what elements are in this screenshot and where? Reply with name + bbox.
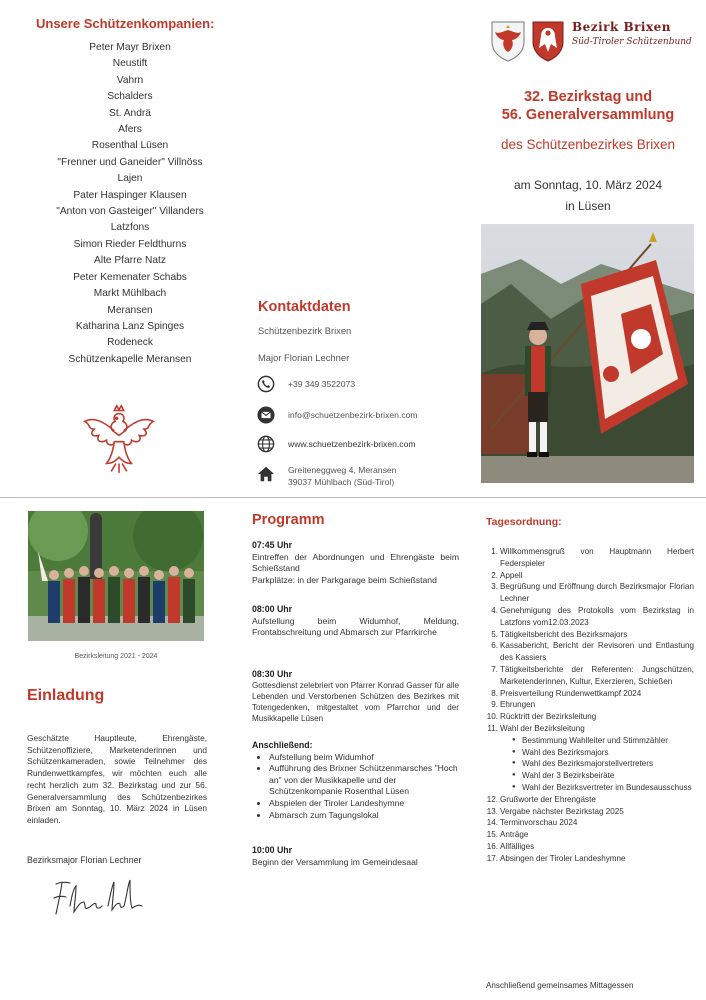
companies-list bbox=[20, 40, 240, 368]
agenda-item-text: Genehmigung des Protokolls vom Bezirkstag in Latzfons vom12.03.2023 bbox=[500, 605, 694, 627]
agenda-item bbox=[486, 699, 694, 711]
headline-line2: 56. Generalversammlung bbox=[501, 107, 675, 123]
agenda-subitem-text: Bestimmung Wahlleiter und Stimmzähler bbox=[522, 735, 668, 745]
programm-block-1 bbox=[252, 540, 459, 586]
company-item: Pater Haspinger Klausen bbox=[73, 189, 187, 201]
agenda-item bbox=[486, 581, 694, 605]
agenda-item-text: Tätigkeitsberichte der Referenten: Jungschützen, Marketenderinnen, Kultur, Exerzieren, Schießen bbox=[500, 664, 694, 686]
agenda-item bbox=[486, 723, 694, 735]
agenda-item-text: Willkommensgruß von Hauptmann Herbert Federspieler bbox=[500, 547, 694, 568]
logo-text-line2: Süd-Tiroler Schützenbund bbox=[572, 37, 692, 47]
agenda-item-text: Anträge bbox=[500, 830, 529, 840]
company-item: Peter Kemenater Schabs bbox=[73, 271, 187, 283]
agenda-item-number: 7. bbox=[491, 664, 498, 674]
programm-bullet: • Abspielen der Tiroler Landeshymne bbox=[269, 798, 459, 810]
agenda-item-number: 13. bbox=[486, 806, 498, 816]
event-subhead: des Schützenbezirkes Brixen bbox=[500, 137, 676, 152]
email-icon bbox=[257, 406, 275, 424]
globe-icon bbox=[257, 435, 275, 453]
contact-address-line2: 39037 Mühlbach (Süd-Tirol) bbox=[288, 477, 395, 487]
agenda-item bbox=[486, 711, 694, 723]
flag-bearer-photo bbox=[481, 224, 694, 483]
agenda-item-number: 11. bbox=[487, 723, 498, 733]
company-item: "Anton von Gasteiger" Villanders bbox=[56, 206, 204, 218]
agenda-item-number: 9. bbox=[491, 700, 498, 710]
programm-bullet: • Aufführung des Brixner Schützenmarsches "Hoch an" von der Musikkapelle und der Schützenkompanie Rosenthal Lüsen bbox=[269, 763, 459, 798]
einladung-text: Geschätzte Hauptleute, Ehrengäste, Schützenoffiziere, Marketenderinnen und Schützenkameraden, sowie Teilnehmer des Rundenwettkampfes, wir möchten euch alle recht herzlich zum 32. Bezirkstag und zur 56. Generalversammlung des Schützenbezirkes Brixen am Sonntag, 10. März 2024 in Lüsen einladen. bbox=[27, 733, 207, 825]
programm-time: 08:00 Uhr bbox=[252, 604, 293, 614]
agenda-item bbox=[486, 688, 694, 700]
event-place: in Lüsen bbox=[565, 199, 611, 213]
phone-icon bbox=[257, 375, 275, 393]
company-item: Latzfons bbox=[110, 222, 150, 234]
agenda-item-text: Appell bbox=[500, 570, 523, 580]
agenda-item-text: Tätigkeitsbericht des Bezirksmajors bbox=[500, 629, 628, 639]
agenda-item-text: Kassabericht, Bericht der Revisoren und Entlastung des Kassiers bbox=[500, 641, 694, 663]
agenda-item-number: 14. bbox=[486, 818, 498, 828]
company-item: Schützenkapelle Meransen bbox=[68, 353, 192, 365]
agenda-subitem-text: Wahl der 3 Bezirksbeiräte bbox=[522, 771, 615, 781]
company-item: "Frenner und Ganeider" Villnöss bbox=[57, 156, 203, 168]
tyrolean-eagle-icon bbox=[80, 398, 158, 476]
agenda-subitem bbox=[486, 747, 694, 759]
agenda-subitem-text: Wahl der Bezirksvertreter im Bundesausschuss bbox=[522, 782, 692, 792]
agenda-item bbox=[486, 664, 694, 688]
programm-line: Parkplätze: in der Parkgarage beim Schießstand bbox=[252, 574, 437, 585]
agenda-subitem bbox=[486, 770, 694, 782]
company-item: Lajen bbox=[117, 173, 143, 185]
company-item: Markt Mühlbach bbox=[93, 288, 167, 300]
agenda-item-number: 10. bbox=[486, 712, 498, 722]
programm-block-5 bbox=[252, 845, 459, 868]
company-item: St. Andrä bbox=[109, 107, 151, 119]
agenda-item-text: Vergabe nächster Bezirkstag 2025 bbox=[500, 806, 624, 816]
contact-org: Schützenbezirk Brixen bbox=[258, 325, 352, 336]
agenda-item-text: Preisverteilung Rundenwettkampf 2024 bbox=[500, 688, 642, 698]
bullet-icon: ● bbox=[512, 736, 516, 743]
programm-line: Eintreffen der Abordnungen und Ehrengäste beim Schießstand bbox=[252, 551, 459, 574]
brixen-coat-of-arms-icon bbox=[531, 20, 565, 62]
agenda-item-number: 15. bbox=[486, 830, 498, 840]
agenda-item bbox=[486, 841, 694, 853]
company-item: Vahrn bbox=[116, 74, 144, 86]
programm-line: Gottesdienst zelebriert von Pfarrer Konrad Gasser für alle Lebenden und Verstorbenen Schützen des Bezirkes mit Totengedenken, mitgestaltet vom Pfarrchor und der Musikkapelle Lüsen bbox=[252, 681, 459, 723]
agenda-item-number: 17. bbox=[486, 853, 498, 863]
agenda-item-number: 16. bbox=[486, 841, 498, 851]
einladung-title: Einladung bbox=[27, 687, 105, 704]
agenda-item-text: Absingen der Tiroler Landeshymne bbox=[500, 853, 626, 863]
signatory-name: Bezirksmajor Florian Lechner bbox=[27, 855, 142, 865]
home-icon bbox=[257, 465, 275, 483]
agenda-item-text: Terminvorschau 2024 bbox=[500, 818, 578, 828]
agenda-item bbox=[486, 829, 694, 841]
programm-block-3 bbox=[252, 669, 459, 724]
agenda-item-number: 12. bbox=[486, 794, 498, 804]
agenda-item-number: 3. bbox=[491, 582, 498, 592]
group-photo bbox=[28, 511, 204, 641]
fold-divider bbox=[0, 497, 706, 498]
logo-text-line1: Bezirk Brixen bbox=[572, 20, 672, 34]
programm-time: 10:00 Uhr bbox=[252, 845, 293, 855]
programm-block-2 bbox=[252, 604, 459, 639]
company-item: Neustift bbox=[112, 58, 148, 70]
bullet-icon: ● bbox=[512, 783, 516, 790]
agenda-item-number: 2. bbox=[491, 570, 498, 580]
programm-time: 08:30 Uhr bbox=[252, 669, 293, 679]
group-photo-caption: Bezirksleitung 2021 - 2024 bbox=[74, 653, 158, 660]
contact-phone[interactable]: +39 349 3522073 bbox=[288, 379, 356, 389]
bullet-icon: ● bbox=[512, 772, 516, 779]
agenda-item bbox=[486, 853, 694, 865]
company-item: Rodeneck bbox=[107, 337, 153, 349]
companies-title: Unsere Schützenkompanien: bbox=[36, 16, 215, 31]
agenda-item bbox=[486, 794, 694, 806]
programm-line: Aufstellung beim Widumhof, Meldung, Frontabschreitung und Abmarsch zur Pfarrkirche bbox=[252, 615, 459, 638]
headline-line1: 32. Bezirkstag und bbox=[523, 89, 653, 105]
agenda-item-number: 8. bbox=[491, 688, 498, 698]
event-date-place bbox=[470, 175, 706, 217]
handwritten-signature bbox=[50, 876, 146, 920]
company-item: Alte Pfarre Natz bbox=[94, 255, 166, 267]
event-date: am Sonntag, 10. März 2024 bbox=[513, 178, 663, 192]
programm-line: Beginn der Versammlung im Gemeindesaal bbox=[252, 856, 418, 867]
company-item: Rosenthal Lüsen bbox=[91, 140, 169, 152]
company-item: Peter Mayr Brixen bbox=[89, 42, 171, 53]
company-item: Meransen bbox=[107, 304, 153, 316]
agenda-subitem bbox=[486, 782, 694, 794]
agenda-item-number: 6. bbox=[491, 641, 498, 651]
company-item: Schalders bbox=[107, 91, 153, 103]
programm-bullet: • Abmarsch zum Tagungslokal bbox=[269, 810, 459, 822]
agenda-item bbox=[486, 570, 694, 582]
contact-address-line1: Greiteneggweg 4, Meransen bbox=[288, 465, 397, 475]
agenda-subitem bbox=[486, 735, 694, 747]
bullet-icon: ● bbox=[512, 760, 516, 767]
programm-block-4 bbox=[252, 740, 459, 821]
tagesordnung-list bbox=[486, 546, 694, 865]
contact-email[interactable]: info@schuetzenbezirk-brixen.com bbox=[288, 410, 418, 420]
event-headline bbox=[470, 88, 706, 124]
agenda-item-number: 4. bbox=[491, 605, 498, 615]
agenda-item bbox=[486, 629, 694, 641]
tagesordnung-closing: Anschließend gemeinsames Mittagessen bbox=[486, 981, 634, 990]
agenda-item bbox=[486, 605, 694, 629]
agenda-item-text: Begrüßung und Eröffnung durch Bezirksmajor Florian Lechner bbox=[500, 582, 694, 604]
agenda-subitem-text: Wahl des Bezirksmajorstellvertreters bbox=[522, 759, 654, 769]
agenda-subitem-text: Wahl des Bezirksmajors bbox=[522, 747, 609, 757]
agenda-subitem bbox=[486, 758, 694, 770]
agenda-item bbox=[486, 546, 694, 570]
agenda-item-text: Grußworte der Ehrengäste bbox=[500, 794, 596, 804]
agenda-item bbox=[486, 817, 694, 829]
tyrol-coat-of-arms-icon bbox=[490, 20, 526, 62]
programm-time: 07:45 Uhr bbox=[252, 540, 293, 550]
agenda-item-number: 5. bbox=[491, 629, 498, 639]
programm-bullet-list bbox=[269, 752, 459, 822]
agenda-item-text: Ehrungen bbox=[500, 700, 536, 710]
programm-title: Programm bbox=[252, 512, 325, 528]
agenda-item bbox=[486, 806, 694, 818]
contact-title: Kontaktdaten bbox=[258, 299, 351, 315]
agenda-item bbox=[486, 640, 694, 664]
agenda-item-text: Wahl der Bezirksleitung bbox=[500, 723, 585, 733]
tagesordnung-title: Tagesordnung: bbox=[486, 516, 562, 528]
contact-web[interactable]: www.schuetzenbezirk-brixen.com bbox=[288, 439, 416, 449]
agenda-item-text: Rücktritt der Bezirksleitung bbox=[500, 712, 597, 722]
programm-bullet: • Aufstellung beim Widumhof bbox=[269, 752, 459, 764]
agenda-item-text: Allfälliges bbox=[500, 841, 535, 851]
bullet-icon: ● bbox=[512, 748, 516, 755]
agenda-item-number: 1. bbox=[491, 547, 498, 556]
company-item: Katharina Lanz Spinges bbox=[75, 320, 185, 332]
contact-person: Major Florian Lechner bbox=[258, 352, 350, 363]
company-item: Simon Rieder Feldthurns bbox=[73, 238, 187, 250]
programm-time: Anschließend: bbox=[252, 740, 313, 750]
company-item: Afers bbox=[118, 124, 142, 136]
